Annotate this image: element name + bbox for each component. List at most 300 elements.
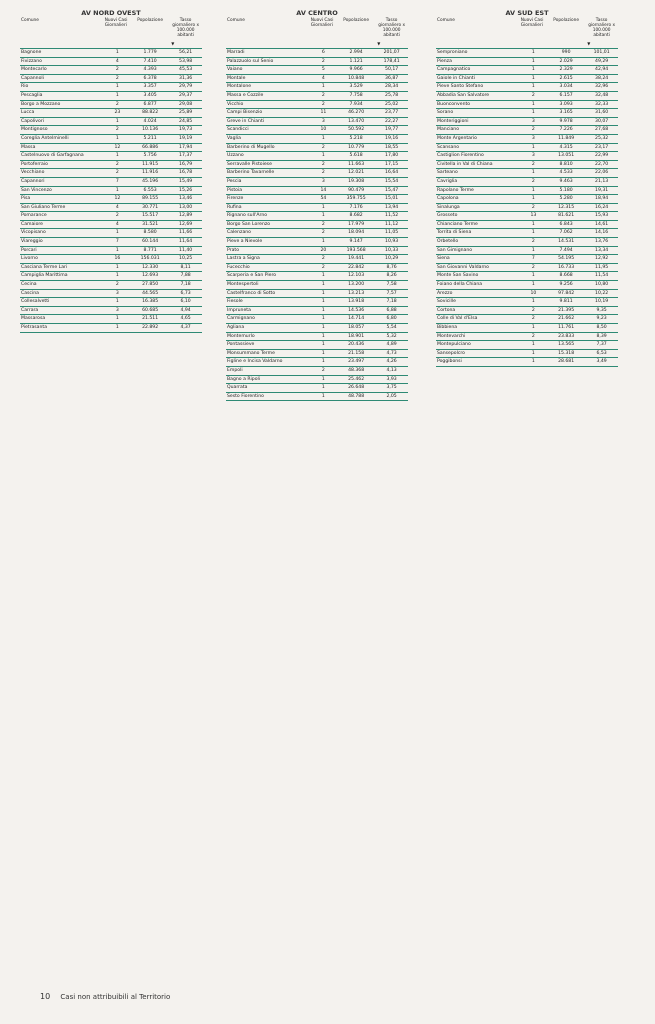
- cell-popolazione: 21.395: [547, 306, 585, 315]
- cell-nuovi-casi: 54: [310, 195, 337, 204]
- cell-comune: Montespertoli: [226, 281, 310, 290]
- cell-popolazione: 14.714: [337, 315, 375, 324]
- table-row: [226, 289, 408, 298]
- table-row: [436, 49, 618, 58]
- table-row: [436, 74, 618, 83]
- table-row: [20, 281, 202, 290]
- cell-popolazione: 3.034: [547, 83, 585, 92]
- cell-comune: Vaiano: [226, 66, 310, 75]
- cell-nuovi-casi: 2: [520, 238, 547, 247]
- cell-comune: Sinalunga: [436, 203, 520, 212]
- cell-tasso: 21,13: [585, 177, 618, 186]
- cell-nuovi-casi: 2: [520, 177, 547, 186]
- table-row: [226, 366, 408, 375]
- cell-comune: Porcari: [20, 246, 104, 255]
- cell-popolazione: 3.165: [547, 109, 585, 118]
- cell-nuovi-casi: 1: [310, 349, 337, 358]
- cell-nuovi-casi: 1: [520, 281, 547, 290]
- table-row: [226, 152, 408, 161]
- cell-popolazione: 15.318: [547, 349, 585, 358]
- cell-comune: San Giovanni Valdarno: [436, 263, 520, 272]
- cell-comune: Figline e Incisa Valdarno: [226, 358, 310, 367]
- cell-comune: Campiglia Marittima: [20, 272, 104, 281]
- header-comune[interactable]: Comune: [21, 18, 39, 23]
- cell-tasso: 27,68: [585, 126, 618, 135]
- table-row: [226, 324, 408, 333]
- cell-comune: Barberino di Mugello: [226, 143, 310, 152]
- cell-nuovi-casi: 1: [520, 109, 547, 118]
- cell-tasso: 101,01: [585, 49, 618, 58]
- cell-nuovi-casi: 2: [104, 169, 131, 178]
- header-tasso[interactable]: [585, 18, 618, 49]
- cell-tasso: 22,99: [585, 152, 618, 161]
- cell-nuovi-casi: 1: [520, 349, 547, 358]
- cell-tasso: 4,26: [375, 358, 408, 367]
- cell-comune: Torrita di Siena: [436, 229, 520, 238]
- cell-nuovi-casi: 1: [104, 117, 131, 126]
- cell-nuovi-casi: 1: [310, 203, 337, 212]
- cell-nuovi-casi: 2: [104, 100, 131, 109]
- cell-comune: Castelfranco di Sotto: [226, 289, 310, 298]
- cell-nuovi-casi: 5: [310, 66, 337, 75]
- table-row: [226, 272, 408, 281]
- cell-popolazione: 8.580: [131, 229, 169, 238]
- table-row: [436, 126, 618, 135]
- cell-nuovi-casi: 11: [310, 109, 337, 118]
- cell-tasso: 8,50: [585, 324, 618, 333]
- cell-comune: Foiano della Chiana: [436, 281, 520, 290]
- table-row: [436, 349, 618, 358]
- cell-tasso: 10,29: [375, 255, 408, 264]
- cell-tasso: 11,66: [169, 229, 202, 238]
- cell-tasso: 4,13: [375, 366, 408, 375]
- cell-tasso: 10,19: [585, 298, 618, 307]
- table-row: [226, 126, 408, 135]
- cell-nuovi-casi: 2: [104, 66, 131, 75]
- cell-comune: Pistoia: [226, 186, 310, 195]
- cell-tasso: 6,73: [169, 289, 202, 298]
- cell-comune: Borgo San Lorenzo: [226, 220, 310, 229]
- cell-nuovi-casi: 1: [104, 298, 131, 307]
- table-row: [226, 392, 408, 401]
- cell-comune: Fivizzano: [20, 57, 104, 66]
- header-popolazione[interactable]: Popolazione: [553, 18, 579, 23]
- cell-nuovi-casi: 2: [520, 203, 547, 212]
- cell-popolazione: 5.618: [337, 152, 375, 161]
- cell-comune: Calenzano: [226, 229, 310, 238]
- cell-comune: Coreglia Antelminelli: [20, 134, 104, 143]
- cell-comune: San Gimignano: [436, 246, 520, 255]
- cell-comune: Montemurlo: [226, 332, 310, 341]
- cell-tasso: 11,54: [585, 272, 618, 281]
- sort-desc-icon[interactable]: ▼: [171, 41, 175, 46]
- cell-comune: Scarperia e San Piero: [226, 272, 310, 281]
- cell-comune: Carmignano: [226, 315, 310, 324]
- cell-popolazione: 46.270: [337, 109, 375, 118]
- cell-tasso: 30,07: [585, 117, 618, 126]
- cell-tasso: 15,49: [169, 177, 202, 186]
- cell-popolazione: 7.410: [131, 57, 169, 66]
- cell-nuovi-casi: 1: [520, 324, 547, 333]
- cell-tasso: 3,49: [585, 358, 618, 367]
- cell-comune: Cascina: [20, 289, 104, 298]
- cell-tasso: 16,64: [375, 169, 408, 178]
- cell-tasso: 17,15: [375, 160, 408, 169]
- cell-comune: Sesto Fiorentino: [226, 392, 310, 401]
- cell-popolazione: 22.842: [337, 263, 375, 272]
- cell-tasso: 17,80: [375, 152, 408, 161]
- table-row: [20, 220, 202, 229]
- cell-nuovi-casi: 1: [310, 315, 337, 324]
- cell-popolazione: 30.771: [131, 203, 169, 212]
- cell-popolazione: 31.521: [131, 220, 169, 229]
- table-row: [20, 195, 202, 204]
- table-row: [20, 126, 202, 135]
- cell-popolazione: 7.934: [337, 100, 375, 109]
- table-row: [226, 229, 408, 238]
- cell-comune: Scandicci: [226, 126, 310, 135]
- table-row: [436, 57, 618, 66]
- cell-popolazione: 11.916: [131, 169, 169, 178]
- table-row: [226, 281, 408, 290]
- cell-popolazione: 19.308: [337, 177, 375, 186]
- cell-comune: Pomarance: [20, 212, 104, 221]
- table-row: [226, 220, 408, 229]
- cell-popolazione: 11.761: [547, 324, 585, 333]
- cell-nuovi-casi: 12: [104, 195, 131, 204]
- table-row: [226, 91, 408, 100]
- cell-tasso: 24,85: [169, 117, 202, 126]
- cell-tasso: 12,89: [169, 212, 202, 221]
- cell-nuovi-casi: 1: [520, 49, 547, 58]
- cell-comune: Pontassieve: [226, 341, 310, 350]
- table-row: [436, 246, 618, 255]
- cell-popolazione: 5.180: [547, 186, 585, 195]
- cell-popolazione: 81.621: [547, 212, 585, 221]
- cell-nuovi-casi: 2: [104, 212, 131, 221]
- cell-comune: Bagnone: [20, 49, 104, 58]
- cell-tasso: 19,19: [169, 134, 202, 143]
- table-row: [226, 315, 408, 324]
- cell-comune: Cecina: [20, 281, 104, 290]
- table-row: [226, 341, 408, 350]
- cell-comune: Firenze: [226, 195, 310, 204]
- cell-tasso: 201,07: [375, 49, 408, 58]
- cell-popolazione: 48.788: [337, 392, 375, 401]
- sort-desc-icon[interactable]: ▼: [377, 41, 381, 46]
- table-row: [20, 169, 202, 178]
- cell-nuovi-casi: 1: [520, 246, 547, 255]
- table-panel: [20, 8, 202, 333]
- table-row: [436, 358, 618, 367]
- cell-popolazione: 18.094: [337, 229, 375, 238]
- cell-nuovi-casi: 2: [520, 91, 547, 100]
- cell-tasso: 6,88: [375, 306, 408, 315]
- cell-nuovi-casi: 16: [104, 255, 131, 264]
- cell-tasso: 22,70: [585, 160, 618, 169]
- cell-popolazione: 4.024: [131, 117, 169, 126]
- cell-tasso: 56,21: [169, 49, 202, 58]
- table-row: [20, 74, 202, 83]
- cell-nuovi-casi: 1: [104, 83, 131, 92]
- cell-nuovi-casi: 1: [310, 375, 337, 384]
- cell-comune: Bagno a Ripoli: [226, 375, 310, 384]
- cell-comune: Massarosa: [20, 315, 104, 324]
- header-comune[interactable]: Comune: [437, 18, 455, 23]
- table-row: [226, 238, 408, 247]
- table-row: [226, 109, 408, 118]
- cases-table: [20, 18, 202, 333]
- cell-tasso: 13,34: [585, 246, 618, 255]
- cell-tasso: 178,41: [375, 57, 408, 66]
- cell-comune: Semproniano: [436, 49, 520, 58]
- cell-popolazione: 3.357: [131, 83, 169, 92]
- cell-nuovi-casi: 1: [520, 66, 547, 75]
- table-row: [20, 143, 202, 152]
- cell-comune: Impruneta: [226, 306, 310, 315]
- cell-tasso: 9,35: [585, 306, 618, 315]
- sort-desc-icon[interactable]: ▼: [587, 41, 591, 46]
- cell-tasso: 53,98: [169, 57, 202, 66]
- cell-nuovi-casi: 3: [104, 289, 131, 298]
- cell-tasso: 3,75: [375, 384, 408, 393]
- cell-popolazione: 5.211: [131, 134, 169, 143]
- cell-nuovi-casi: 1: [520, 272, 547, 281]
- cell-popolazione: 7.758: [337, 91, 375, 100]
- cell-comune: Montale: [226, 74, 310, 83]
- table-row: [226, 66, 408, 75]
- cell-popolazione: 1.121: [337, 57, 375, 66]
- cell-comune: Cortona: [436, 306, 520, 315]
- table-row: [20, 306, 202, 315]
- cell-popolazione: 3.405: [131, 91, 169, 100]
- cell-nuovi-casi: 20: [310, 246, 337, 255]
- cell-popolazione: 90.479: [337, 186, 375, 195]
- cell-nuovi-casi: 2: [520, 315, 547, 324]
- cell-tasso: 12,92: [585, 255, 618, 264]
- cell-nuovi-casi: 2: [310, 366, 337, 375]
- cell-popolazione: 4.315: [547, 143, 585, 152]
- cell-tasso: 18,94: [585, 195, 618, 204]
- cell-comune: Chianciano Terme: [436, 220, 520, 229]
- cell-tasso: 10,33: [375, 246, 408, 255]
- cell-nuovi-casi: 1: [520, 169, 547, 178]
- cell-popolazione: 9.256: [547, 281, 585, 290]
- cell-tasso: 10,25: [169, 255, 202, 264]
- cell-nuovi-casi: 1: [310, 392, 337, 401]
- table-row: [20, 109, 202, 118]
- table-row: [20, 203, 202, 212]
- cell-nuovi-casi: 2: [104, 126, 131, 135]
- table-row: [436, 289, 618, 298]
- header-nuovi-casi[interactable]: Nuovi Casi Giornalieri: [310, 18, 334, 28]
- cell-tasso: 7,88: [169, 272, 202, 281]
- cell-popolazione: 17.979: [337, 220, 375, 229]
- cell-tasso: 10,93: [375, 238, 408, 247]
- cell-comune: Massa: [20, 143, 104, 152]
- cell-nuovi-casi: 1: [310, 332, 337, 341]
- cell-comune: Serravalle Pistoiese: [226, 160, 310, 169]
- table-row: [226, 332, 408, 341]
- table-row: [226, 263, 408, 272]
- table-row: [436, 169, 618, 178]
- panel-title: AV CENTRO: [296, 9, 338, 17]
- cases-table: [436, 18, 618, 367]
- cell-nuovi-casi: 4: [310, 74, 337, 83]
- table-row: [20, 186, 202, 195]
- table-row: [436, 263, 618, 272]
- cell-nuovi-casi: 1: [520, 195, 547, 204]
- cell-nuovi-casi: 2: [520, 263, 547, 272]
- cell-tasso: 17,94: [169, 143, 202, 152]
- cell-popolazione: 7.226: [547, 126, 585, 135]
- cell-tasso: 2,05: [375, 392, 408, 401]
- cell-comune: Siena: [436, 255, 520, 264]
- cell-popolazione: 6.843: [547, 220, 585, 229]
- table-row: [436, 281, 618, 290]
- cell-popolazione: 12.315: [547, 203, 585, 212]
- cell-tasso: 22,06: [585, 169, 618, 178]
- cell-popolazione: 12.693: [131, 272, 169, 281]
- cell-tasso: 6,10: [169, 298, 202, 307]
- cell-comune: Agliana: [226, 324, 310, 333]
- cell-popolazione: 156.031: [131, 255, 169, 264]
- cell-nuovi-casi: 1: [310, 83, 337, 92]
- cell-comune: Empoli: [226, 366, 310, 375]
- cell-comune: Collesalvetti: [20, 298, 104, 307]
- cell-comune: Sovicille: [436, 298, 520, 307]
- cell-popolazione: 193.568: [337, 246, 375, 255]
- cell-tasso: 15,26: [169, 186, 202, 195]
- cell-comune: Sansepolcro: [436, 349, 520, 358]
- panel-title: AV SUD EST: [505, 9, 549, 17]
- cell-popolazione: 9.966: [337, 66, 375, 75]
- cell-popolazione: 26.648: [337, 384, 375, 393]
- cell-nuovi-casi: 1: [520, 358, 547, 367]
- table-panel: [436, 8, 618, 367]
- table-row: [436, 212, 618, 221]
- cell-nuovi-casi: 1: [520, 220, 547, 229]
- table-row: [436, 306, 618, 315]
- cell-popolazione: 18.057: [337, 324, 375, 333]
- cell-nuovi-casi: 1: [310, 298, 337, 307]
- table-row: [20, 177, 202, 186]
- cell-popolazione: 45.196: [131, 177, 169, 186]
- cell-popolazione: 6.553: [131, 186, 169, 195]
- cell-popolazione: 28.681: [547, 358, 585, 367]
- cell-comune: Camaiore: [20, 220, 104, 229]
- cell-comune: San Giuliano Terme: [20, 203, 104, 212]
- table-row: [436, 117, 618, 126]
- cell-nuovi-casi: 2: [310, 160, 337, 169]
- cell-comune: Rapolano Terme: [436, 186, 520, 195]
- cell-popolazione: 25.462: [337, 375, 375, 384]
- table-row: [20, 212, 202, 221]
- cell-nuovi-casi: 7: [104, 177, 131, 186]
- header-popolazione[interactable]: Popolazione: [137, 18, 163, 23]
- table-row: [436, 152, 618, 161]
- cases-table: [226, 18, 408, 401]
- cell-tasso: 28,34: [375, 83, 408, 92]
- cell-comune: Scansano: [436, 143, 520, 152]
- cell-comune: Palazzuolo sul Senio: [226, 57, 310, 66]
- table-row: [226, 358, 408, 367]
- cell-comune: Vecchiano: [20, 169, 104, 178]
- cell-tasso: 5,32: [375, 332, 408, 341]
- cell-tasso: 6,53: [585, 349, 618, 358]
- table-row: [20, 298, 202, 307]
- cell-popolazione: 15.517: [131, 212, 169, 221]
- cell-tasso: 38,24: [585, 74, 618, 83]
- header-comune[interactable]: Comune: [227, 18, 245, 23]
- cell-nuovi-casi: 3: [310, 117, 337, 126]
- table-row: [436, 143, 618, 152]
- cell-nuovi-casi: 1: [104, 134, 131, 143]
- cell-comune: Rignano sull'Arno: [226, 212, 310, 221]
- cell-popolazione: 9.147: [337, 238, 375, 247]
- cell-nuovi-casi: 2: [520, 332, 547, 341]
- cell-tasso: 7,18: [375, 298, 408, 307]
- cell-comune: Casciana Terme Lari: [20, 263, 104, 272]
- table-row: [436, 66, 618, 75]
- cell-nuovi-casi: 2: [310, 91, 337, 100]
- cell-popolazione: 8.682: [337, 212, 375, 221]
- table-row: [226, 375, 408, 384]
- cell-comune: Prato: [226, 246, 310, 255]
- cell-popolazione: 6.378: [131, 74, 169, 83]
- cell-nuovi-casi: 2: [104, 160, 131, 169]
- cell-popolazione: 7.176: [337, 203, 375, 212]
- table-row: [226, 186, 408, 195]
- cell-popolazione: 60.144: [131, 238, 169, 247]
- cell-tasso: 31,36: [169, 74, 202, 83]
- cell-comune: Viareggio: [20, 238, 104, 247]
- cell-nuovi-casi: 1: [520, 229, 547, 238]
- cell-comune: Pescia: [226, 177, 310, 186]
- header-tasso[interactable]: [169, 18, 202, 49]
- cell-popolazione: 5.280: [547, 195, 585, 204]
- table-row: [20, 57, 202, 66]
- cell-nuovi-casi: 1: [310, 341, 337, 350]
- cell-nuovi-casi: 2: [310, 220, 337, 229]
- panel-title: AV NORD OVEST: [81, 9, 141, 17]
- table-row: [226, 306, 408, 315]
- cell-comune: Fiesole: [226, 298, 310, 307]
- cell-nuovi-casi: 3: [520, 117, 547, 126]
- cell-nuovi-casi: 1: [104, 263, 131, 272]
- cell-nuovi-casi: 1: [104, 272, 131, 281]
- cell-popolazione: 3.093: [547, 100, 585, 109]
- cell-comune: Borgo a Mozzano: [20, 100, 104, 109]
- table-row: [20, 91, 202, 100]
- header-nuovi-casi[interactable]: Nuovi Casi Giornalieri: [520, 18, 544, 28]
- cell-tasso: 13,00: [169, 203, 202, 212]
- cell-popolazione: 21.662: [547, 315, 585, 324]
- header-tasso[interactable]: [375, 18, 408, 49]
- cell-popolazione: 21.158: [337, 349, 375, 358]
- cell-nuovi-casi: 14: [310, 186, 337, 195]
- header-popolazione[interactable]: Popolazione: [343, 18, 369, 23]
- table-row: [436, 315, 618, 324]
- cell-tasso: 19,73: [169, 126, 202, 135]
- cell-tasso: 25,02: [375, 100, 408, 109]
- cell-nuovi-casi: 1: [520, 186, 547, 195]
- header-nuovi-casi[interactable]: Nuovi Casi Giornalieri: [104, 18, 128, 28]
- table-row: [226, 57, 408, 66]
- cell-comune: Manciano: [436, 126, 520, 135]
- cell-tasso: 25,32: [585, 134, 618, 143]
- cell-comune: Marradi: [226, 49, 310, 58]
